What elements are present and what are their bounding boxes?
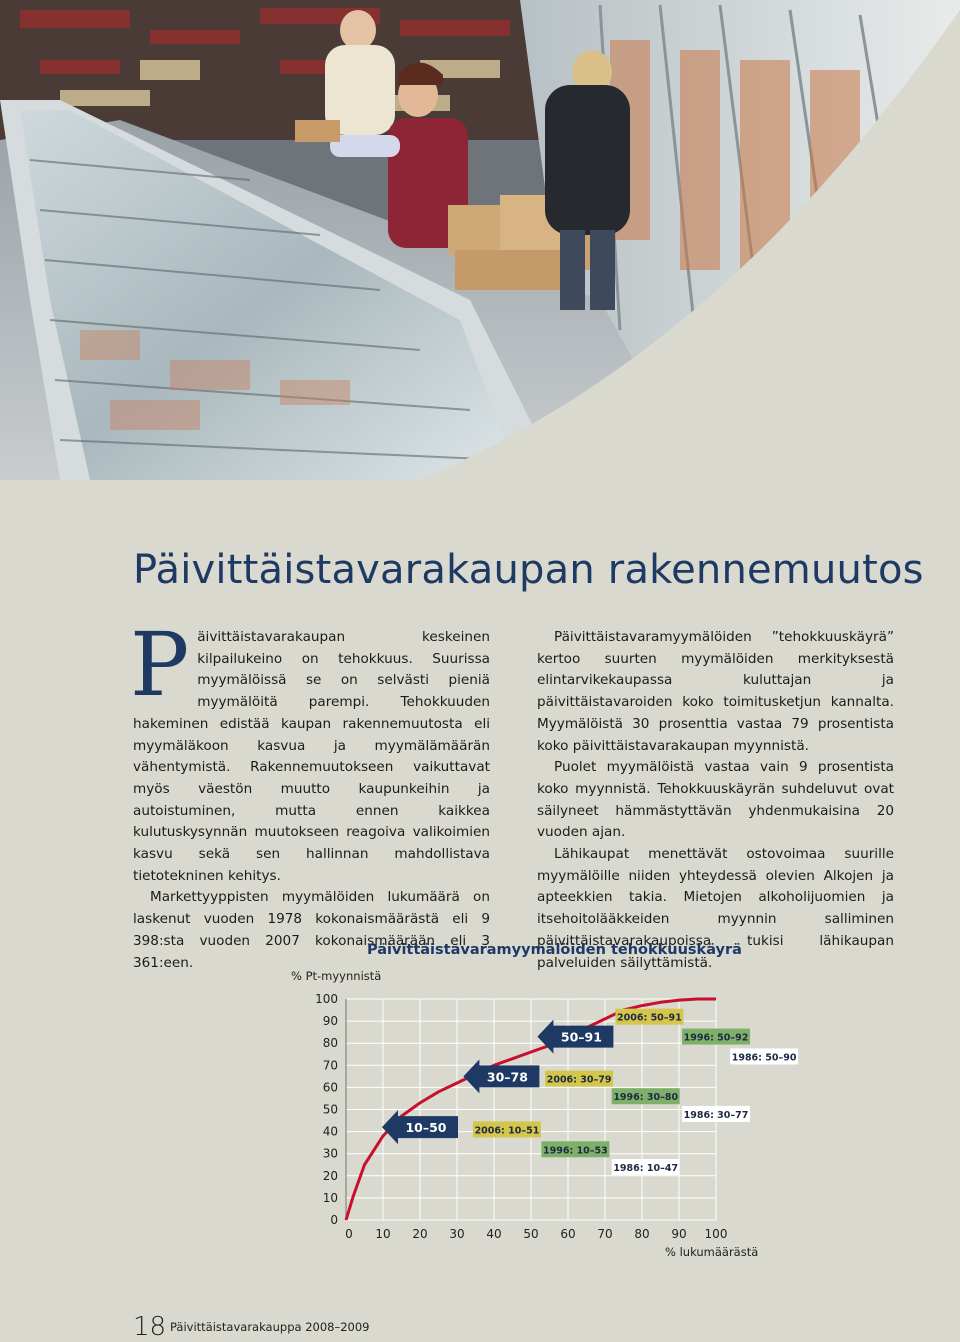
x-tick-label: 100 bbox=[704, 1227, 728, 1241]
x-tick-label: 80 bbox=[634, 1227, 650, 1241]
footer-text: Päivittäistavarakauppa 2008–2009 bbox=[170, 1320, 370, 1334]
arrow-label-text: 50–91 bbox=[560, 1029, 602, 1045]
x-tick-label: 70 bbox=[597, 1227, 613, 1241]
y-tick-label: 70 bbox=[322, 1058, 338, 1073]
paragraph: Päivittäistavaramyymälöiden ”tehokkuuskäyrä” kertoo suurten myymälöiden merkityksestä elintarvikekaupassa kuluttajan ja päivittäistavaroiden koko toimitusketjun kannalta. Myymälöistä 30 prosenttia vastaa 79 prosentista koko päivittäistavarakaupan myynnistä. bbox=[537, 629, 894, 754]
y-tick-label: 60 bbox=[322, 1080, 338, 1095]
page-number: 18 bbox=[133, 1312, 167, 1342]
annotation-text: 1996: 50–92 bbox=[683, 1032, 749, 1044]
chart-title: Päivittäistavaramyymälöiden tehokkuuskäyrä bbox=[367, 942, 742, 958]
x-tick-label: 10 bbox=[375, 1227, 391, 1241]
x-tick-label: 20 bbox=[412, 1227, 428, 1241]
page-title: Päivittäistavarakaupan rakennemuutos bbox=[133, 546, 924, 593]
paragraph: Lähikaupat menettävät ostovoimaa suurille myymälöille niiden yhteydessä olevien Alkojen ja apteekkien takia. Mietojen alkoholijuomien ja itsehoitolääkkeiden myynnin salliminen päivittäistavarakaupoissa tukisi lähikaupan palveluiden säilyttämistä. bbox=[537, 846, 894, 971]
annotation-text: 1996: 30–80 bbox=[613, 1092, 679, 1104]
y-axis-label: % Pt-myynnistä bbox=[291, 969, 382, 983]
x-tick-label: 50 bbox=[523, 1227, 539, 1241]
y-tick-label: 80 bbox=[322, 1036, 338, 1051]
x-tick-label: 40 bbox=[486, 1227, 502, 1241]
annotation-text: 1996: 10–53 bbox=[543, 1145, 608, 1157]
y-tick-label: 20 bbox=[322, 1168, 338, 1183]
y-tick-label: 0 bbox=[330, 1213, 338, 1227]
y-tick-label: 30 bbox=[322, 1146, 338, 1161]
y-tick-label: 50 bbox=[322, 1102, 338, 1117]
arrow-label-text: 10–50 bbox=[405, 1120, 447, 1136]
paragraph-text: äivittäistavarakaupan keskeinen kilpailukeino on tehokkuus. Suurissa myymälöissä se on selvästi pieniä myymälöitä parempi. Tehokkuuden hakeminen edistää kaupan rakennemuutosta eli myymäläkoon kasvua ja myymälämäärän vähentymistä. Rakennemuutokseen vaikuttavat myös väestön muutto kaupunkeihin ja autoistuminen, mutta ennen kaikkea kulutuskysynnän muutokseen reagoiva valikoimien kasvu sekä sen hallinnan mahdollistava tietotekninen kehitys. bbox=[133, 629, 490, 884]
annotation-text: 1986: 50–90 bbox=[731, 1052, 797, 1064]
arrow-label-text: 30–78 bbox=[486, 1069, 528, 1085]
x-tick-label: 90 bbox=[671, 1227, 687, 1241]
x-tick-label: 0 bbox=[345, 1227, 353, 1241]
y-tick-label: 40 bbox=[322, 1124, 338, 1139]
paragraph: Puolet myymälöistä vastaa vain 9 prosentista koko myynnistä. Tehokkuuskäyrän suhdeluvut ovat säilyneet hämmästyttävän yhdenmukaisina 20 vuoden ajan. bbox=[537, 759, 894, 841]
paragraph: Markettyyppisten myymälöiden lukumäärä on laskenut vuoden 1978 kokonaismäärästä eli 9 398:sta vuoden 2007 kokonaismäärään eli 3 361:een. bbox=[133, 889, 490, 971]
x-tick-label: 60 bbox=[560, 1227, 576, 1241]
annotation-text: 2006: 50–91 bbox=[617, 1012, 682, 1024]
x-tick-label: 30 bbox=[449, 1227, 465, 1241]
annotation-text: 2006: 10–51 bbox=[474, 1125, 540, 1137]
drop-cap: P bbox=[130, 613, 190, 716]
y-tick-label: 90 bbox=[322, 1014, 338, 1029]
x-axis-label: % lukumäärästä bbox=[665, 1245, 759, 1259]
annotation-text: 2006: 30–79 bbox=[546, 1074, 612, 1086]
annotation-text: 1986: 10–47 bbox=[613, 1162, 679, 1174]
annotation-text: 1986: 30–77 bbox=[683, 1109, 749, 1121]
y-tick-label: 10 bbox=[322, 1190, 338, 1205]
y-tick-label: 100 bbox=[315, 992, 338, 1006]
